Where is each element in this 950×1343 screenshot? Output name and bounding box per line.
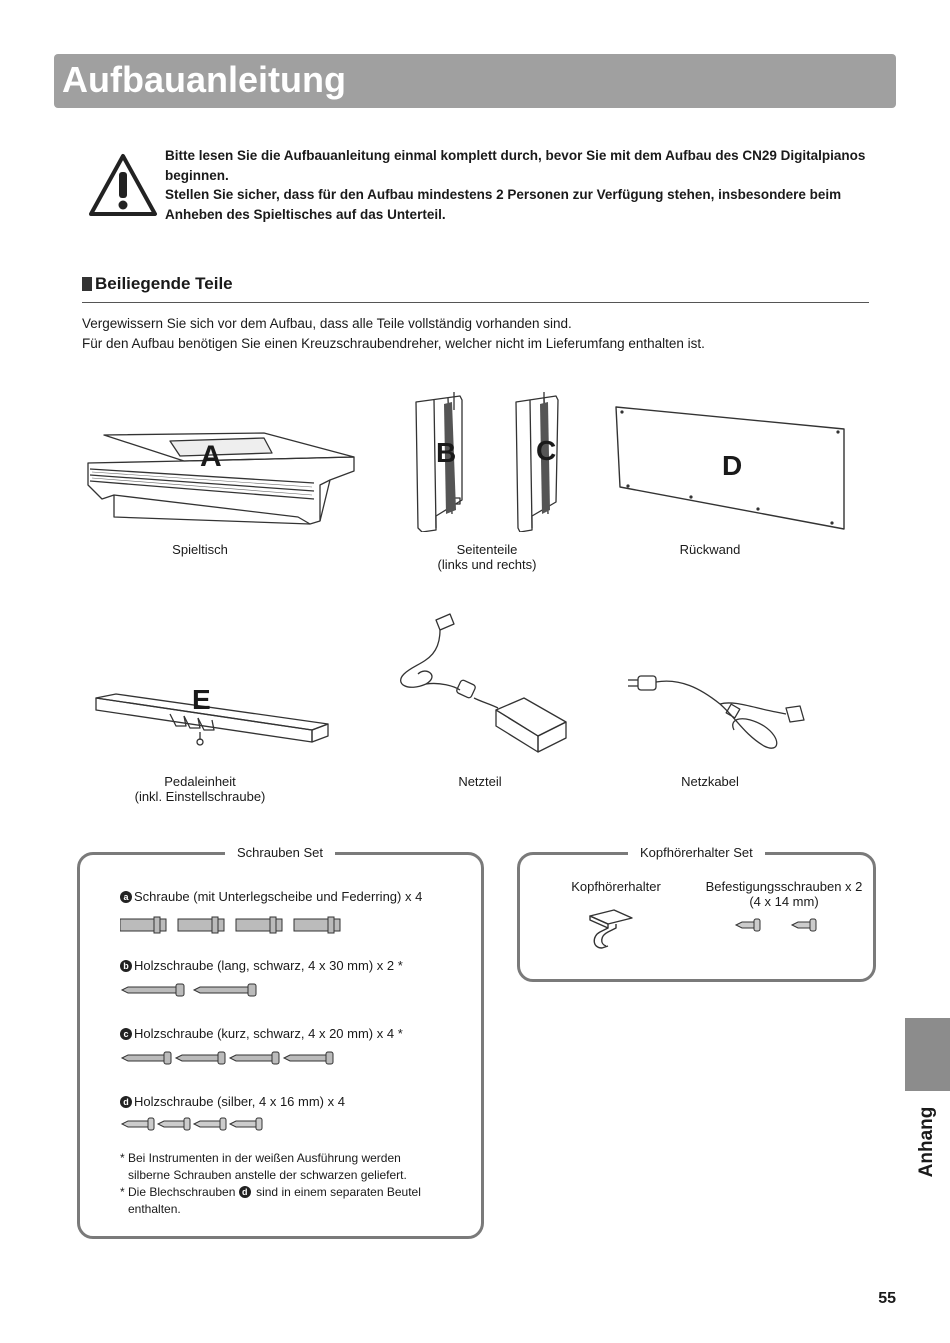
note-1-line-1: * Bei Instrumenten in der weißen Ausführung werden bbox=[120, 1151, 401, 1165]
screw-c-marker: c bbox=[120, 1028, 132, 1040]
screw-d-text: Holzschraube (silber, 4 x 16 mm) x 4 bbox=[134, 1094, 345, 1109]
part-e-caption-line-1: Pedaleinheit bbox=[164, 774, 236, 789]
headphone-holder-label: Kopfhörerhalter bbox=[571, 879, 661, 894]
note-1-line-2: silberne Schrauben anstelle der schwarzen geliefert. bbox=[128, 1168, 407, 1182]
power-cable-caption: Netzkabel bbox=[681, 774, 739, 789]
screw-d-row bbox=[120, 1116, 270, 1132]
part-e-letter: E bbox=[192, 684, 211, 715]
part-c-letter: C bbox=[536, 435, 557, 466]
screw-a-label bbox=[120, 889, 422, 904]
part-bc-caption-line-1: Seitenteile bbox=[456, 542, 518, 557]
side-tab-marker bbox=[905, 1018, 950, 1091]
note-2-text-b: sind in einem separaten Beutel bbox=[256, 1185, 421, 1199]
note-2-marker: d bbox=[239, 1186, 251, 1198]
fixing-screws-label-line-1: Befestigungsschrauben x 2 bbox=[705, 879, 863, 894]
screw-b-text: Holzschraube (lang, schwarz, 4 x 30 mm) x 2 * bbox=[134, 958, 403, 973]
part-d-caption: Rückwand bbox=[679, 542, 741, 557]
fixing-screws-label-line-2: (4 x 14 mm) bbox=[749, 894, 819, 909]
page-title-bar bbox=[54, 54, 896, 108]
screw-notes bbox=[120, 1150, 460, 1218]
screw-c-row bbox=[120, 1050, 340, 1066]
fixing-screws-label bbox=[704, 879, 864, 909]
section-heading bbox=[82, 274, 869, 303]
screw-d-label bbox=[120, 1094, 345, 1109]
warning-line-1: Bitte lesen Sie die Aufbauanleitung einmal komplett durch, bevor Sie mit dem Aufbau des CN29 Digitalpianos beginnen. bbox=[165, 148, 866, 183]
screw-c-label bbox=[120, 1026, 403, 1041]
warning-text bbox=[165, 146, 885, 224]
heading-square-icon bbox=[82, 277, 92, 291]
power-cable-illustration bbox=[624, 664, 810, 754]
part-b-letter: B bbox=[436, 437, 457, 468]
screw-c-text: Holzschraube (kurz, schwarz, 4 x 20 mm) x 4 * bbox=[134, 1026, 403, 1041]
part-a-letter: A bbox=[200, 440, 222, 473]
fixing-screws-illustration bbox=[734, 916, 824, 934]
headphone-set-title: Kopfhörerhalter Set bbox=[628, 845, 765, 860]
intro-line-2: Für den Aufbau benötigen Sie einen Kreuzschraubendreher, welcher nicht im Lieferumfang enthalten ist. bbox=[82, 335, 705, 351]
part-e-illustration bbox=[92, 690, 332, 750]
part-a-caption: Spieltisch bbox=[172, 542, 228, 557]
page-title: Aufbauanleitung bbox=[62, 59, 346, 100]
section-heading-text: Beiliegende Teile bbox=[95, 274, 233, 293]
part-e-caption bbox=[110, 774, 290, 804]
section-intro bbox=[82, 314, 882, 353]
screw-b-row bbox=[120, 982, 270, 998]
page-number: 55 bbox=[878, 1290, 896, 1307]
side-tab-label: Anhang bbox=[916, 1106, 937, 1178]
intro-line-1: Vergewissern Sie sich vor dem Aufbau, dass alle Teile vollständig vorhanden sind. bbox=[82, 316, 572, 331]
screw-b-label bbox=[120, 958, 403, 973]
note-2-text-a: * Die Blechschrauben bbox=[120, 1185, 236, 1199]
note-2-line-1 bbox=[120, 1184, 460, 1201]
screw-b-marker: b bbox=[120, 960, 132, 972]
note-2-line-2: enthalten. bbox=[128, 1202, 181, 1216]
power-adapter-illustration bbox=[396, 612, 568, 760]
warning-line-2: Stellen Sie sicher, dass für den Aufbau mindestens 2 Personen zur Verfügung stehen, insbesondere beim Anheben des Spieltisches auf das Unterteil. bbox=[165, 187, 842, 222]
screw-set-title: Schrauben Set bbox=[225, 845, 335, 860]
part-d-letter: D bbox=[722, 450, 743, 481]
headphone-holder-illustration bbox=[586, 906, 636, 952]
part-bc-caption bbox=[418, 542, 556, 572]
screw-a-text: Schraube (mit Unterlegscheibe und Federring) x 4 bbox=[134, 889, 423, 904]
part-bc-caption-line-2: (links und rechts) bbox=[437, 557, 537, 572]
warning-icon bbox=[88, 152, 158, 218]
part-e-caption-line-2: (inkl. Einstellschraube) bbox=[134, 789, 266, 804]
power-adapter-caption: Netzteil bbox=[458, 774, 502, 789]
screw-d-marker: d bbox=[120, 1096, 132, 1108]
screw-a-row bbox=[120, 914, 352, 936]
screw-a-marker: a bbox=[120, 891, 132, 903]
